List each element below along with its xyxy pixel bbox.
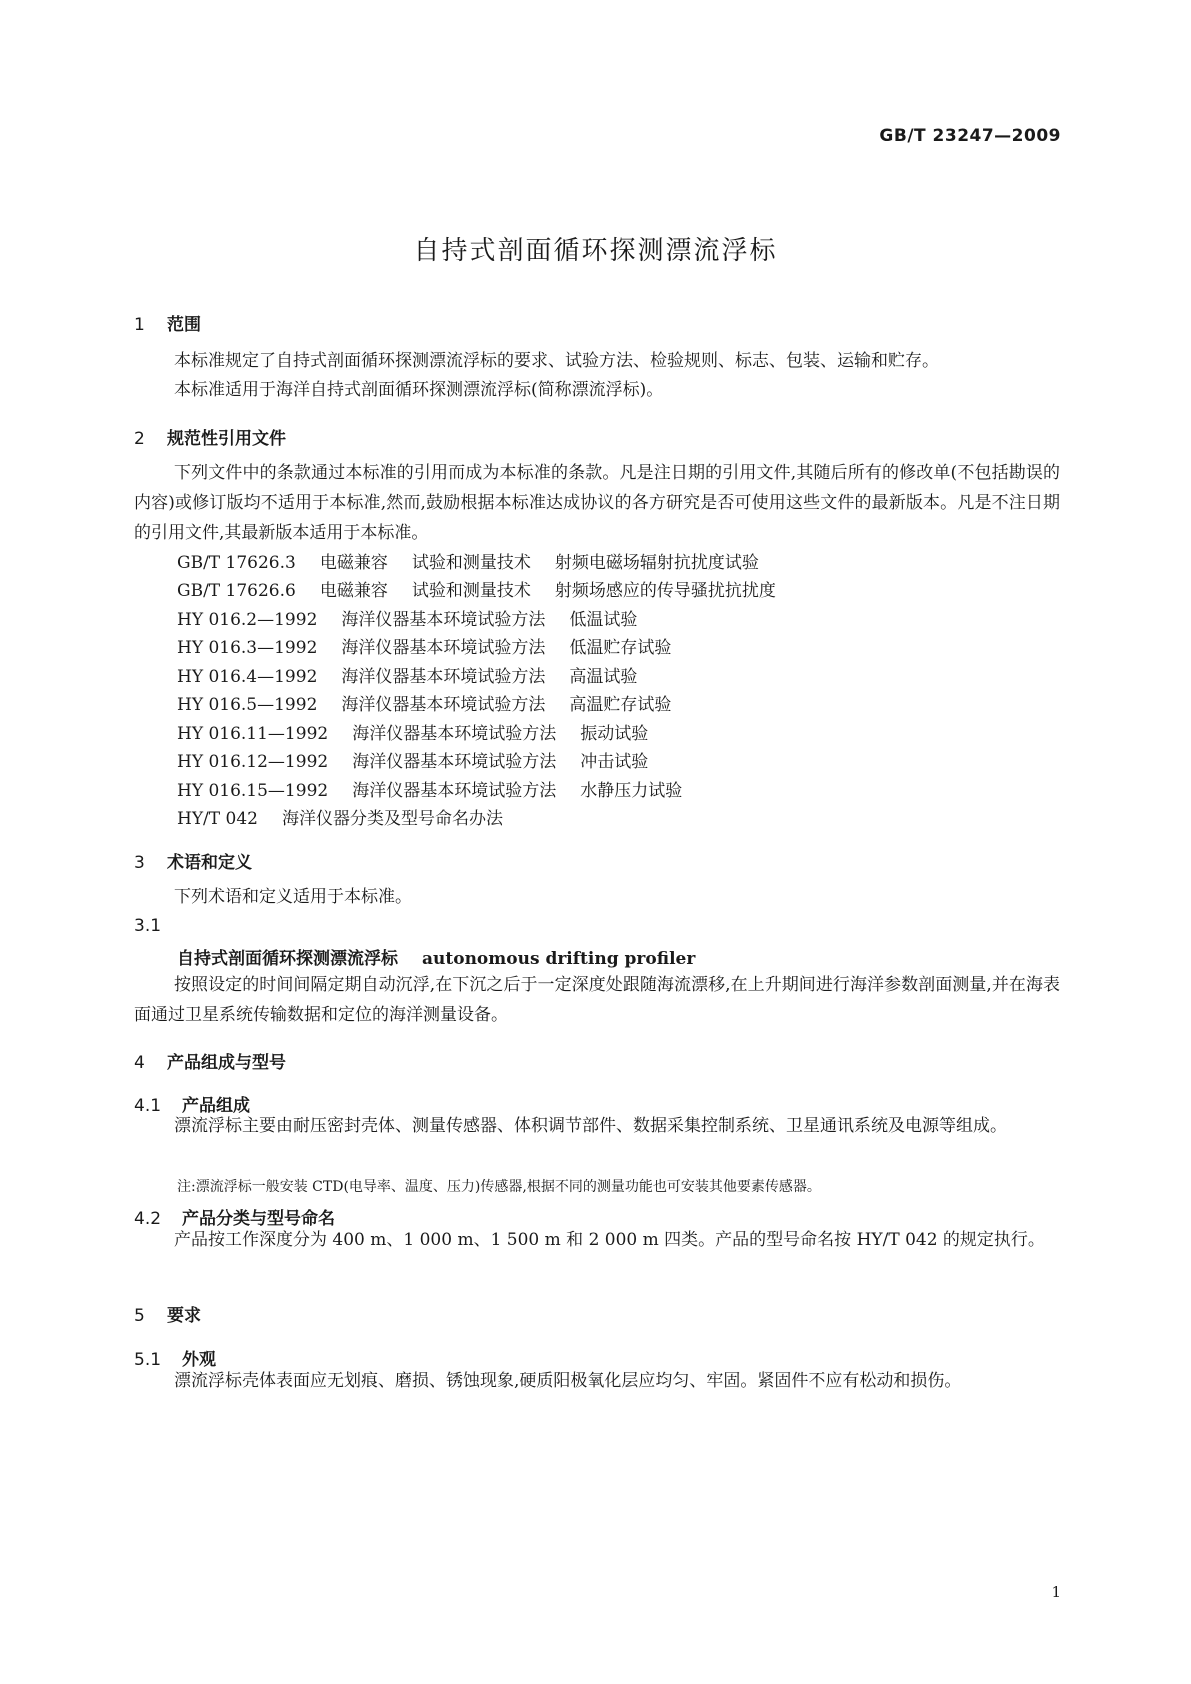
section-title: 术语和定义 xyxy=(167,853,252,873)
reference-item xyxy=(177,605,637,630)
document-title: 自持式剖面循环探测漂流浮标 xyxy=(413,236,778,266)
term-entry xyxy=(177,944,695,969)
reference-part: 电磁兼容 xyxy=(319,581,388,601)
reference-part: 海洋仪器基本环境试验方法 xyxy=(341,638,546,658)
reference-code: HY/T 042 xyxy=(177,809,258,829)
subsection-4-2-para: 产品按工作深度分为 400 m、1 000 m、1 500 m 和 2 000 m 四类。产品的型号命名按 HY/T 042 的规定执行。 xyxy=(174,1230,1045,1250)
section-2-intro: 下列文件中的条款通过本标准的引用而成为本标准的条款。凡是注日期的引用文件,其随后所有的修改单(不包括勘误的内容)或修订版均不适用于本标准,然而,鼓励根据本标准达成协议的各方研究是否可使用这些文件的最新版本。凡是不注日期的引用文件,其最新版本适用于本标准。 xyxy=(134,463,1060,543)
section-1-para-1: 本标准规定了自持式剖面循环探测漂流浮标的要求、试验方法、检验规则、标志、包装、运输和贮存。 xyxy=(174,351,939,371)
reference-part: 海洋仪器基本环境试验方法 xyxy=(352,752,557,772)
subsection-title: 外观 xyxy=(182,1350,216,1370)
reference-part: 海洋仪器基本环境试验方法 xyxy=(341,610,546,630)
reference-part: 低温贮存试验 xyxy=(569,638,672,658)
reference-part: 低温试验 xyxy=(569,610,638,630)
section-1-heading xyxy=(134,310,201,335)
reference-item xyxy=(177,690,671,715)
reference-code: HY 016.12—1992 xyxy=(177,752,329,772)
section-number: 1 xyxy=(134,315,145,335)
section-number: 4 xyxy=(134,1053,145,1073)
subsection-5-1-para: 漂流浮标壳体表面应无划痕、磨损、锈蚀现象,硬质阳极氧化层应均匀、牢固。紧固件不应有松动和损伤。 xyxy=(174,1371,962,1391)
reference-part: 水静压力试验 xyxy=(580,781,683,801)
section-number: 5 xyxy=(134,1306,145,1326)
subsection-4-1-para: 漂流浮标主要由耐压密封壳体、测量传感器、体积调节部件、数据采集控制系统、卫星通讯系统及电源等组成。 xyxy=(174,1116,1007,1136)
section-number: 3 xyxy=(134,853,145,873)
reference-part: 电磁兼容 xyxy=(319,553,388,573)
section-3-heading xyxy=(134,848,252,873)
reference-part: 振动试验 xyxy=(580,724,649,744)
reference-code: HY 016.2—1992 xyxy=(177,610,318,630)
section-title: 范围 xyxy=(167,315,201,335)
reference-part: 射频电磁场辐射抗扰度试验 xyxy=(554,553,759,573)
reference-item xyxy=(177,633,671,658)
reference-code: HY 016.15—1992 xyxy=(177,781,329,801)
reference-item xyxy=(177,804,503,829)
reference-item xyxy=(177,662,637,687)
term-definition: 按照设定的时间间隔定期自动沉浮,在下沉之后于一定深度处跟随海流漂移,在上升期间进行海洋参数剖面测量,并在海表面通过卫星系统传输数据和定位的海洋测量设备。 xyxy=(134,975,1060,1025)
subsection-title: 产品组成 xyxy=(182,1096,250,1116)
section-title: 要求 xyxy=(167,1306,201,1326)
reference-item xyxy=(177,747,648,772)
section-2-heading xyxy=(134,424,286,449)
section-5-heading xyxy=(134,1301,201,1326)
subsection-4-1-note: 注:漂流浮标一般安装 CTD(电导率、温度、压力)传感器,根据不同的测量功能也可安装其他要素传感器。 xyxy=(177,1179,821,1195)
reference-part: 海洋仪器基本环境试验方法 xyxy=(341,667,546,687)
reference-part: 高温试验 xyxy=(569,667,638,687)
reference-part: 海洋仪器分类及型号命名办法 xyxy=(281,809,503,829)
section-title: 产品组成与型号 xyxy=(167,1053,286,1073)
section-title: 规范性引用文件 xyxy=(167,429,286,449)
term-english: autonomous drifting profiler xyxy=(422,949,696,969)
reference-part: 射频场感应的传导骚扰抗扰度 xyxy=(554,581,776,601)
reference-part: 冲击试验 xyxy=(580,752,649,772)
reference-item xyxy=(177,576,776,601)
section-number: 2 xyxy=(134,429,145,449)
reference-code: GB/T 17626.3 xyxy=(177,553,296,573)
reference-code: HY 016.11—1992 xyxy=(177,724,329,744)
reference-code: HY 016.3—1992 xyxy=(177,638,318,658)
term-chinese: 自持式剖面循环探测漂流浮标 xyxy=(177,949,398,969)
reference-item xyxy=(177,719,648,744)
reference-item xyxy=(177,548,759,573)
reference-code: HY 016.4—1992 xyxy=(177,667,318,687)
section-4-heading xyxy=(134,1048,286,1073)
subsection-title: 产品分类与型号命名 xyxy=(182,1209,335,1229)
subsection-number: 5.1 xyxy=(134,1350,162,1370)
subsection-number: 4.1 xyxy=(134,1096,162,1116)
reference-code: GB/T 17626.6 xyxy=(177,581,296,601)
reference-part: 海洋仪器基本环境试验方法 xyxy=(352,724,557,744)
reference-part: 海洋仪器基本环境试验方法 xyxy=(341,695,546,715)
standard-code: GB/T 23247—2009 xyxy=(879,126,1061,146)
subsection-number: 4.2 xyxy=(134,1209,162,1229)
section-3-intro: 下列术语和定义适用于本标准。 xyxy=(174,887,412,907)
section-1-para-2: 本标准适用于海洋自持式剖面循环探测漂流浮标(简称漂流浮标)。 xyxy=(174,380,664,400)
subsection-3-1-number: 3.1 xyxy=(134,916,162,936)
reference-part: 海洋仪器基本环境试验方法 xyxy=(352,781,557,801)
reference-part: 高温贮存试验 xyxy=(569,695,672,715)
reference-part: 试验和测量技术 xyxy=(411,581,531,601)
reference-code: HY 016.5—1992 xyxy=(177,695,318,715)
reference-item xyxy=(177,776,682,801)
page-number: 1 xyxy=(1051,1583,1061,1601)
reference-part: 试验和测量技术 xyxy=(411,553,531,573)
